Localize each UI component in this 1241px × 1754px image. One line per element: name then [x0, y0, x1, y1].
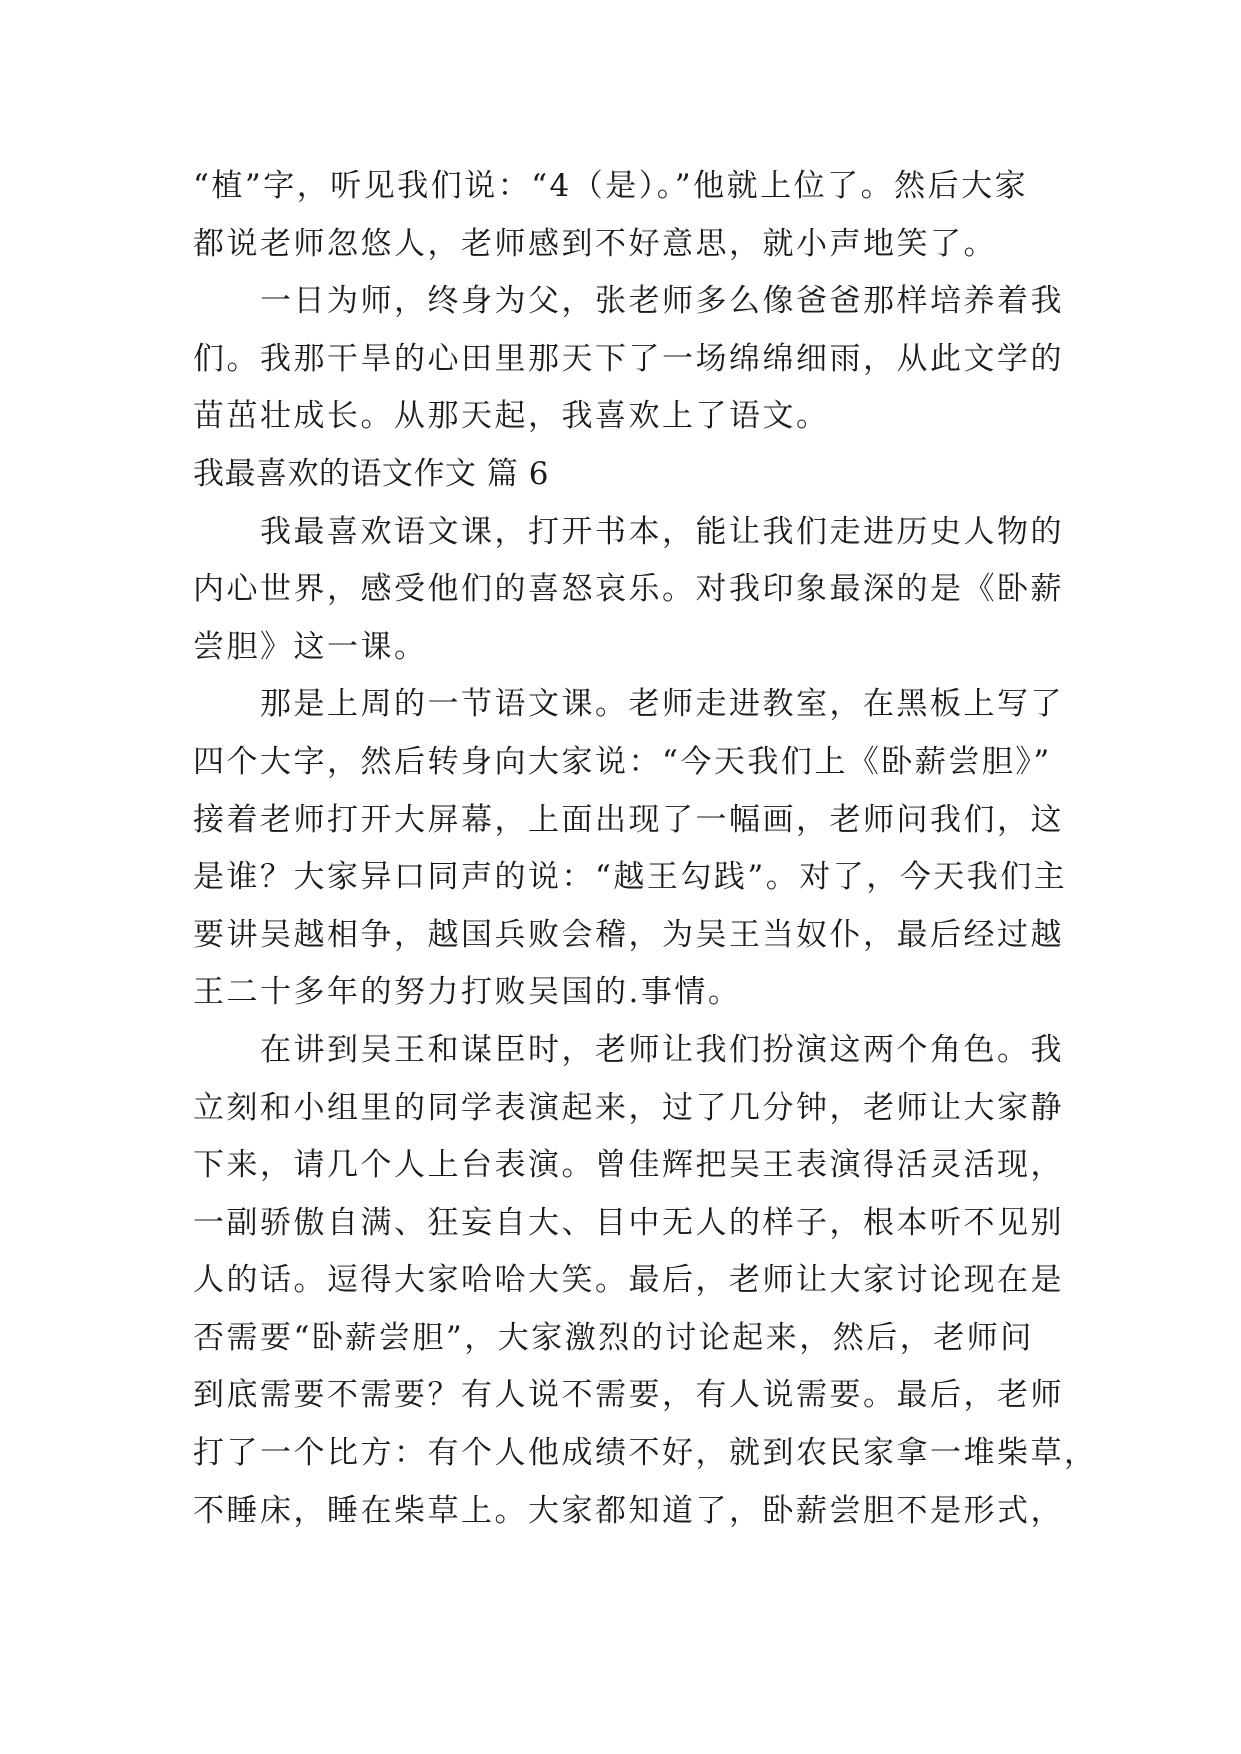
text-line: 苗茁壮成长。从那天起，我喜欢上了语文。	[193, 398, 830, 435]
text-line: 不睡床，睡在柴草上。大家都知道了，卧薪尝胆不是形式，	[193, 1492, 1064, 1529]
text-line: 立刻和小组里的同学表演起来，过了几分钟，老师让大家静	[193, 1089, 1064, 1126]
text-line: “植”字，听见我们说：“4（是）。”他就上位了。然后大家	[193, 168, 1029, 204]
text-line: 们。我那干旱的心田里那天下了一场绵绵细雨，从此文学的	[193, 340, 1064, 377]
text-line: 要讲吴越相争，越国兵败会稽，为吴王当奴仆，最后经过越	[193, 916, 1064, 953]
text-line: 那是上周的一节语文课。老师走进教室，在黑板上写了	[193, 686, 1064, 723]
text-line: 尝胆》这一课。	[193, 628, 428, 665]
text-line: 下来，请几个人上台表演。曾佳辉把吴王表演得活灵活现，	[193, 1147, 1064, 1184]
text-line: 都说老师忽悠人，老师感到不好意思，就小声地笑了。	[193, 225, 997, 262]
text-line: 接着老师打开大屏幕，上面出现了一幅画，老师问我们，这	[193, 801, 1064, 838]
text-line: 是谁？大家异口同声的说：“越王勾践”。对了，今天我们主	[193, 859, 1068, 896]
text-line: 我最喜欢语文课，打开书本，能让我们走进历史人物的	[193, 513, 1064, 550]
text-line: 在讲到吴王和谋臣时，老师让我们扮演这两个角色。我	[193, 1031, 1064, 1068]
text-line: 到底需要不需要？有人说不需要，有人说需要。最后，老师	[193, 1377, 1064, 1414]
section-heading: 我最喜欢的语文作文 篇 6	[193, 455, 549, 492]
text-line: 一日为师，终身为父，张老师多么像爸爸那样培养着我	[193, 283, 1064, 320]
text-line: 否需要“卧薪尝胆”，大家激烈的讨论起来，然后，老师问	[193, 1319, 1034, 1356]
text-line: 人的话。逗得大家哈哈大笑。最后，老师让大家讨论现在是	[193, 1262, 1064, 1299]
text-line: 王二十多年的努力打败吴国的.事情。	[193, 974, 742, 1011]
text-line: 一副骄傲自满、狂妄自大、目中无人的样子，根本听不见别	[193, 1204, 1064, 1241]
document-body	[193, 158, 1098, 1540]
text-line: 四个大字，然后转身向大家说：“今天我们上《卧薪尝胆》”	[193, 743, 1052, 780]
text-line: 打了一个比方：有个人他成绩不好，就到农民家拿一堆柴草，	[193, 1435, 1098, 1472]
text-line: 内心世界，感受他们的喜怒哀乐。对我印象最深的是《卧薪	[193, 571, 1064, 608]
